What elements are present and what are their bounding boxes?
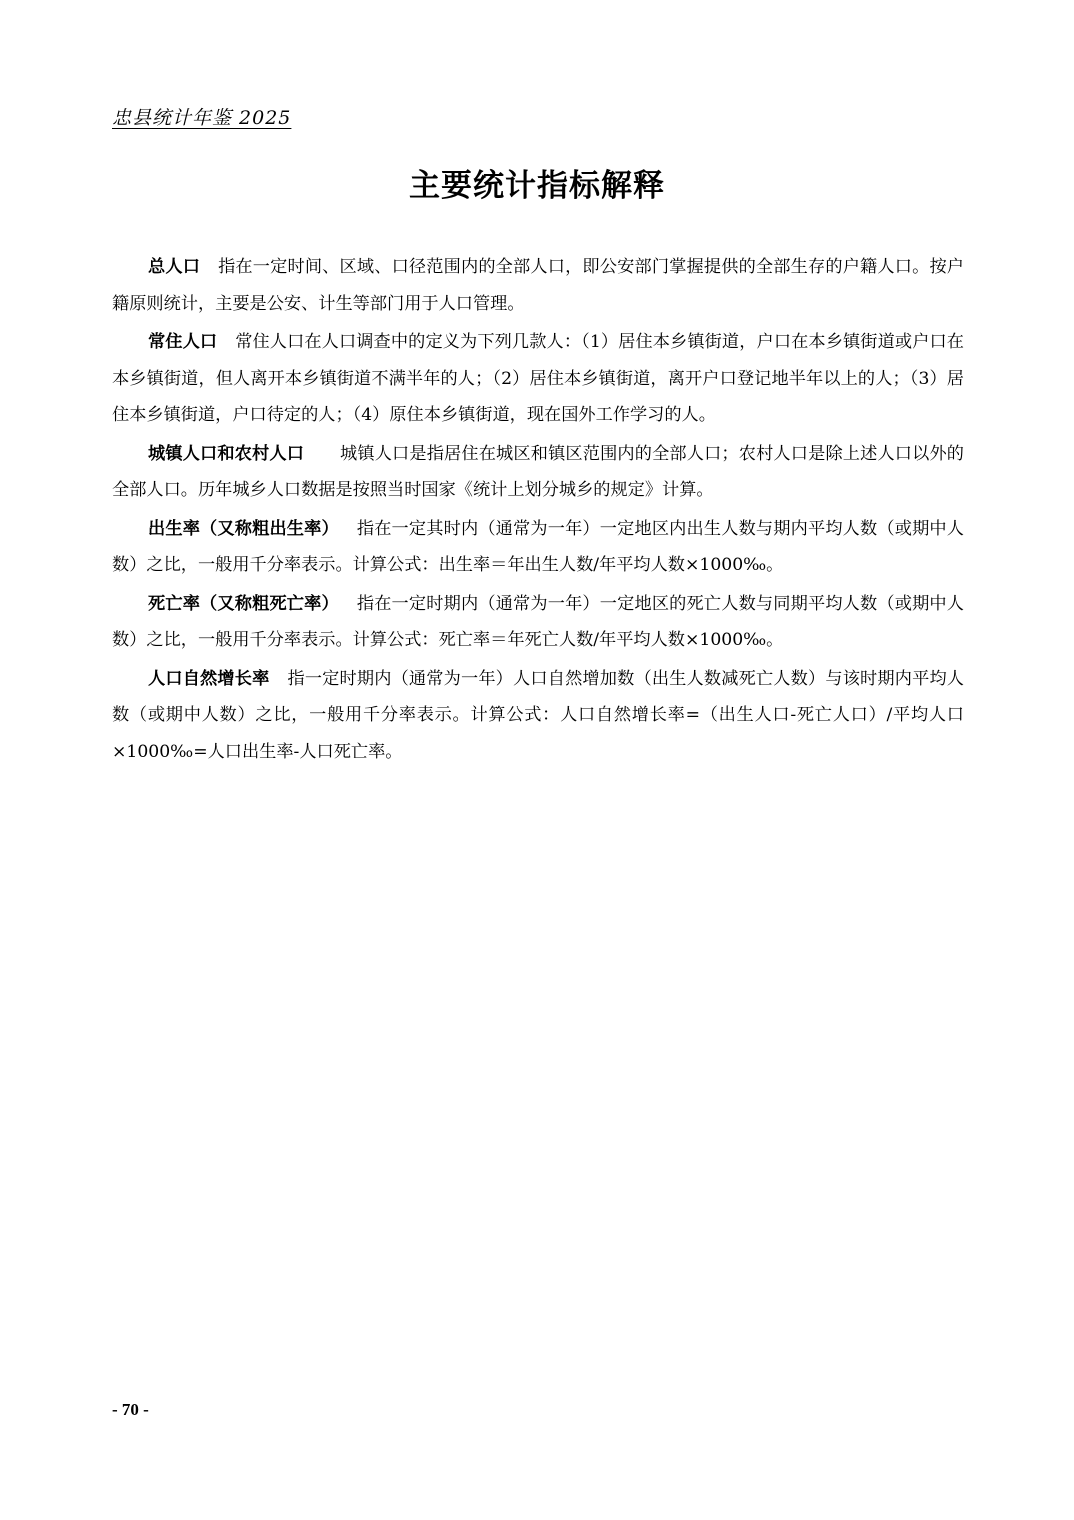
entry-definition: 指一定时期内（通常为一年）人口自然增加数（出生人数减死亡人数）与该时期内平均人数（或期中人数）之比，一般用千分率表示。计算公式：人口自然增长率=（出生人口-死亡人口）/平均人口×1000‰=人口出生率-人口死亡率。 xyxy=(112,668,964,762)
entry-natural-growth-rate xyxy=(112,661,964,771)
page-number: - 70 - xyxy=(112,1400,149,1419)
entry-term: 常住人口 xyxy=(148,332,218,352)
entry-urban-rural-population xyxy=(112,436,964,509)
entry-definition: 指在一定时间、区域、口径范围内的全部人口，即公安部门掌握提供的全部生存的户籍人口。按户籍原则统计，主要是公安、计生等部门用于人口管理。 xyxy=(112,257,964,314)
entry-definition: 城镇人口是指居住在城区和镇区范围内的全部人口；农村人口是除上述人口以外的全部人口。历年城乡人口数据是按照当时国家《统计上划分城乡的规定》计算。 xyxy=(112,443,964,500)
entry-term: 人口自然增长率 xyxy=(148,668,270,689)
entry-definition: 指在一定其时内（通常为一年）一定地区内出生人数与期内平均人数（或期中人数）之比，一般用千分率表示。计算公式：出生率＝年出生人数/年平均人数×1000‰。 xyxy=(112,518,964,575)
entry-term: 城镇人口和农村人口 xyxy=(148,443,305,464)
entry-term: 总人口 xyxy=(148,257,201,277)
entry-resident-population xyxy=(112,324,964,434)
page-title: 主要统计指标解释 xyxy=(409,168,665,204)
entry-total-population xyxy=(112,249,964,322)
entry-birth-rate xyxy=(112,511,964,584)
entry-term: 出生率（又称粗出生率） xyxy=(148,518,339,539)
entry-definition: 指在一定时期内（通常为一年）一定地区的死亡人数与同期平均人数（或期中人数）之比，一般用千分率表示。计算公式：死亡率＝年死亡人数/年平均人数×1000‰。 xyxy=(112,593,964,650)
entry-definition: 常住人口在人口调查中的定义为下列几款人：（1）居住本乡镇街道，户口在本乡镇街道或户口在本乡镇街道，但人离开本乡镇街道不满半年的人；（2）居住本乡镇街道，离开户口登记地半年以上的人；（3）居住本乡镇街道，户口待定的人；（4）原住本乡镇街道，现在国外工作学习的人。 xyxy=(112,332,964,425)
definitions-list xyxy=(112,249,964,772)
entry-death-rate xyxy=(112,586,964,659)
entry-term: 死亡率（又称粗死亡率） xyxy=(148,593,339,614)
running-header: 忠县统计年鉴 2025 xyxy=(112,107,292,129)
